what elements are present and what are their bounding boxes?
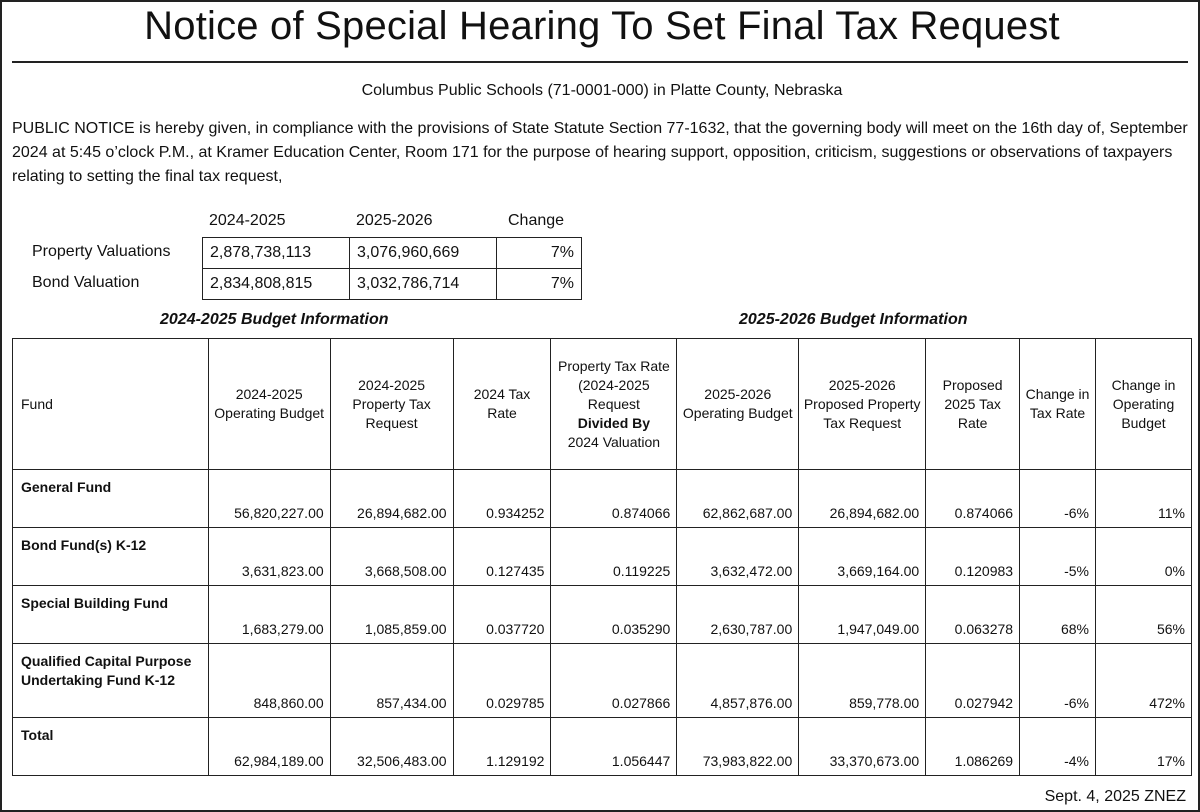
table-cell: -6% bbox=[1020, 470, 1096, 528]
table-cell: 0.874066 bbox=[551, 470, 677, 528]
table-cell: 1,683,279.00 bbox=[208, 586, 330, 644]
column-header-proposed-2025-tax-rate: Proposed 2025 Tax Rate bbox=[926, 339, 1020, 470]
valuation-cell: 3,076,960,669 bbox=[350, 238, 497, 269]
column-header-change-in-operating-budget: Change in Operating Budget bbox=[1096, 339, 1192, 470]
table-row bbox=[13, 644, 1192, 718]
column-header-2024-tax-rate: 2024 Tax Rate bbox=[453, 339, 551, 470]
column-header-property-tax-rate-calc bbox=[551, 339, 677, 470]
valuation-cell: 7% bbox=[497, 269, 582, 300]
table-cell: 56,820,227.00 bbox=[208, 470, 330, 528]
table-cell: 3,669,164.00 bbox=[799, 528, 926, 586]
valuation-cell: 3,032,786,714 bbox=[350, 269, 497, 300]
valuation-row bbox=[203, 269, 582, 300]
valuation-cell: 2,834,808,815 bbox=[203, 269, 350, 300]
table-cell: 0.027942 bbox=[926, 644, 1020, 718]
table-cell: 0.127435 bbox=[453, 528, 551, 586]
valuation-cell: 7% bbox=[497, 238, 582, 269]
table-cell: 33,370,673.00 bbox=[799, 718, 926, 776]
table-cell: 4,857,876.00 bbox=[677, 644, 799, 718]
table-cell: 1,947,049.00 bbox=[799, 586, 926, 644]
table-cell: 0.029785 bbox=[453, 644, 551, 718]
title-divider bbox=[12, 61, 1188, 63]
valuation-label-property: Property Valuations bbox=[32, 243, 171, 260]
table-cell: 26,894,682.00 bbox=[330, 470, 453, 528]
table-cell: 0.119225 bbox=[551, 528, 677, 586]
table-cell: -4% bbox=[1020, 718, 1096, 776]
budget-table bbox=[12, 338, 1192, 776]
table-cell: 0% bbox=[1096, 528, 1192, 586]
table-cell: 26,894,682.00 bbox=[799, 470, 926, 528]
publication-footer: Sept. 4, 2025 ZNEZ bbox=[1044, 788, 1186, 805]
table-cell: 1.129192 bbox=[453, 718, 551, 776]
valuation-label-bond: Bond Valuation bbox=[32, 274, 140, 291]
table-cell: 0.037720 bbox=[453, 586, 551, 644]
section-heading-2025-2026: 2025-2026 Budget Information bbox=[739, 311, 968, 328]
valuations-table bbox=[202, 237, 582, 300]
valuation-header-change: Change bbox=[508, 212, 565, 229]
table-cell: 68% bbox=[1020, 586, 1096, 644]
header-emphasis: Divided By bbox=[577, 414, 651, 431]
fund-name: Total bbox=[13, 718, 209, 776]
table-cell: 1.056447 bbox=[551, 718, 677, 776]
table-cell: 3,632,472.00 bbox=[677, 528, 799, 586]
valuation-header-2024: 2024-2025 bbox=[209, 212, 286, 229]
table-cell: -5% bbox=[1020, 528, 1096, 586]
table-cell: 1.086269 bbox=[926, 718, 1020, 776]
table-row bbox=[13, 586, 1192, 644]
header-text: 2024 Valuation bbox=[567, 433, 661, 450]
table-cell: 62,862,687.00 bbox=[677, 470, 799, 528]
fund-name: Special Building Fund bbox=[13, 586, 209, 644]
valuation-header-2025: 2025-2026 bbox=[356, 212, 433, 229]
budget-header-row bbox=[13, 339, 1192, 470]
public-notice-paragraph: PUBLIC NOTICE is hereby given, in compliance with the provisions of State Statute Section 77-1632, that the governing body will meet on the 16th day of, September 2024 at 5:45 o’clock P.M., at Kramer Education Center, Room 171 for the purpose of hearing support, opposition, criticism, suggestions or observations of taxpayers relating to setting the final tax request, bbox=[12, 120, 1188, 185]
table-cell: 0.027866 bbox=[551, 644, 677, 718]
table-cell: -6% bbox=[1020, 644, 1096, 718]
column-header-2024-operating-budget: 2024-2025 Operating Budget bbox=[208, 339, 330, 470]
table-cell: 1,085,859.00 bbox=[330, 586, 453, 644]
header-text: Property Tax Rate (2024-2025 Request bbox=[557, 357, 670, 412]
table-cell: 17% bbox=[1096, 718, 1192, 776]
table-cell: 2,630,787.00 bbox=[677, 586, 799, 644]
table-cell: 3,668,508.00 bbox=[330, 528, 453, 586]
table-cell: 0.934252 bbox=[453, 470, 551, 528]
table-cell: 62,984,189.00 bbox=[208, 718, 330, 776]
table-cell: 0.063278 bbox=[926, 586, 1020, 644]
table-cell: 848,860.00 bbox=[208, 644, 330, 718]
column-header-2025-operating-budget: 2025-2026 Operating Budget bbox=[677, 339, 799, 470]
table-row bbox=[13, 470, 1192, 528]
table-cell: 11% bbox=[1096, 470, 1192, 528]
table-cell: 857,434.00 bbox=[330, 644, 453, 718]
valuation-row bbox=[203, 238, 582, 269]
page-title: Notice of Special Hearing To Set Final Tax Request bbox=[144, 4, 1060, 48]
column-header-change-in-tax-rate: Change in Tax Rate bbox=[1020, 339, 1096, 470]
fund-name: General Fund bbox=[13, 470, 209, 528]
column-header-2025-proposed-tax-request: 2025-2026 Proposed Property Tax Request bbox=[799, 339, 926, 470]
table-row bbox=[13, 718, 1192, 776]
fund-name: Bond Fund(s) K-12 bbox=[13, 528, 209, 586]
table-cell: 56% bbox=[1096, 586, 1192, 644]
budget-body bbox=[13, 470, 1192, 776]
table-row bbox=[13, 528, 1192, 586]
valuation-cell: 2,878,738,113 bbox=[203, 238, 350, 269]
table-cell: 0.874066 bbox=[926, 470, 1020, 528]
table-cell: 472% bbox=[1096, 644, 1192, 718]
table-cell: 73,983,822.00 bbox=[677, 718, 799, 776]
district-subtitle: Columbus Public Schools (71-0001-000) in Platte County, Nebraska bbox=[361, 82, 843, 99]
section-heading-2024-2025: 2024-2025 Budget Information bbox=[160, 311, 389, 328]
fund-name: Qualified Capital Purpose Undertaking Fund K-12 bbox=[13, 644, 209, 718]
table-cell: 32,506,483.00 bbox=[330, 718, 453, 776]
column-header-fund: Fund bbox=[13, 339, 209, 470]
column-header-2024-property-tax-request: 2024-2025 Property Tax Request bbox=[330, 339, 453, 470]
table-cell: 0.035290 bbox=[551, 586, 677, 644]
table-cell: 0.120983 bbox=[926, 528, 1020, 586]
table-cell: 3,631,823.00 bbox=[208, 528, 330, 586]
table-cell: 859,778.00 bbox=[799, 644, 926, 718]
